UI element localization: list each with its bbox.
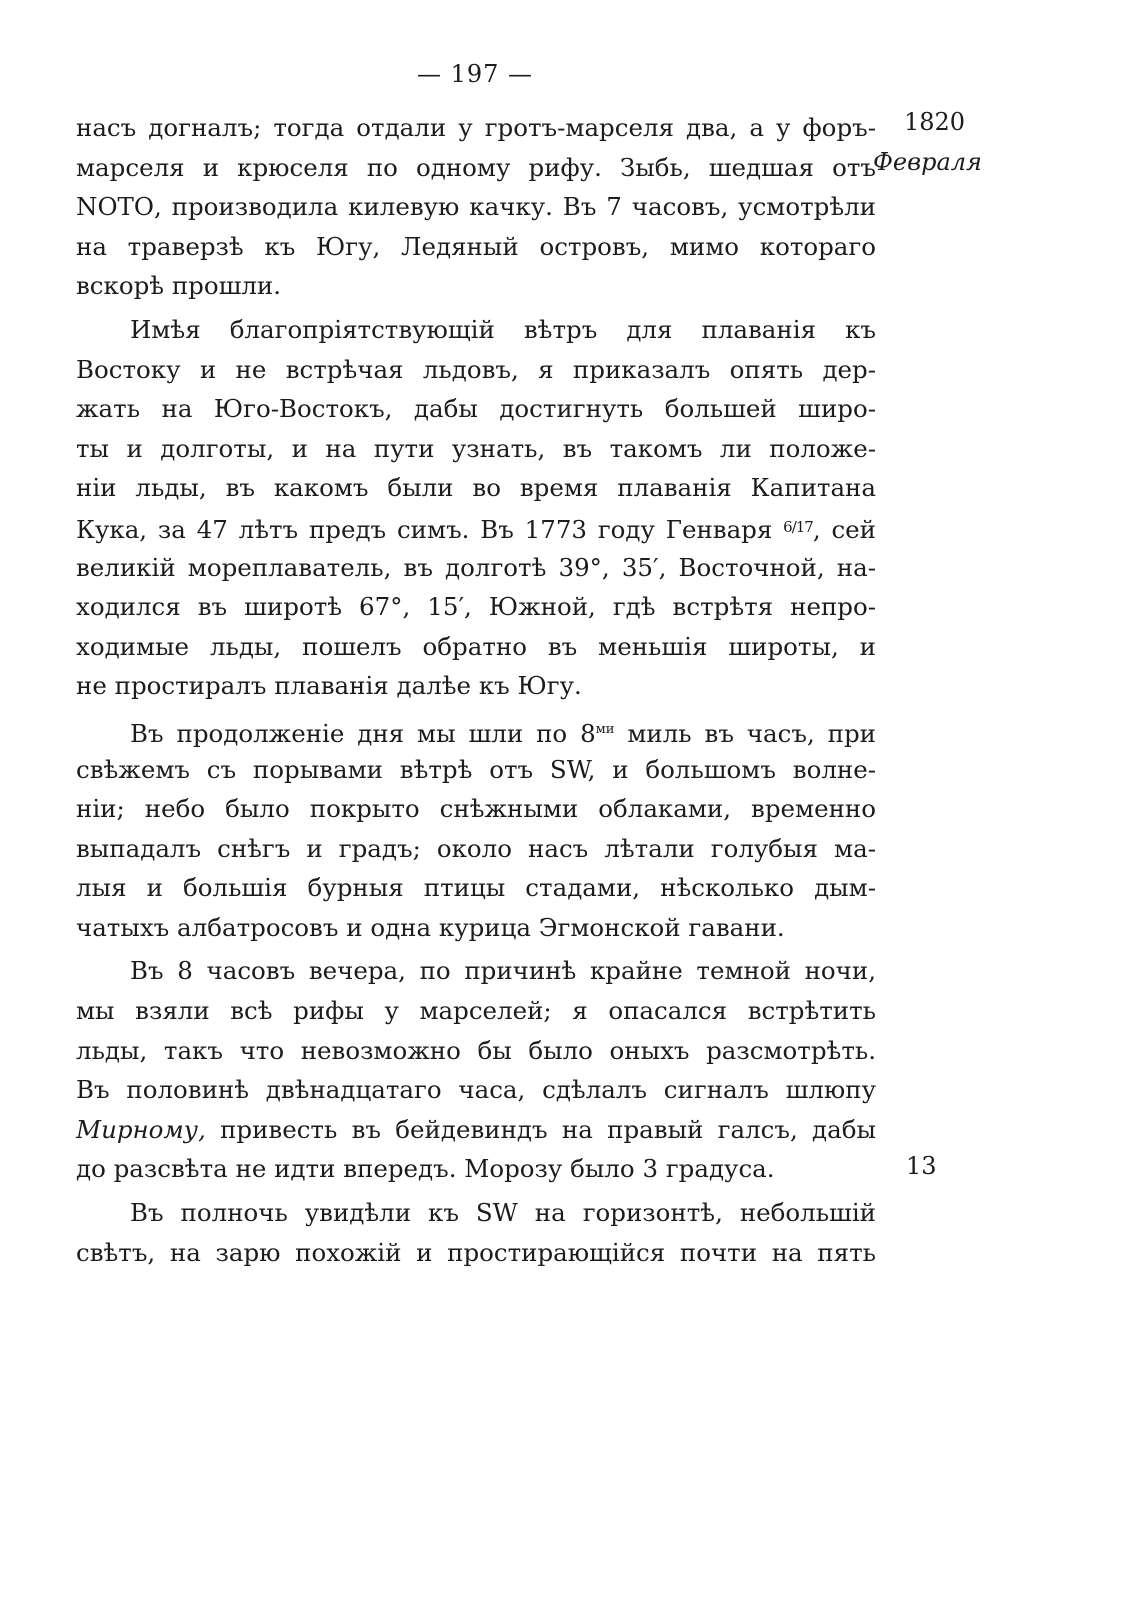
text-line: на траверзѣ къ Югу, Ледяный островъ, мимо котораго [76, 231, 876, 261]
text-line: великій мореплаватель, въ долготѣ 39°, 35′, Восточной, на- [76, 552, 876, 582]
text-line: ты и долготы, и на пути узнать, въ такомъ ли положе- [76, 433, 876, 463]
paragraph-4 [76, 951, 876, 1189]
text-line: ходимые льды, пошелъ обратно въ меньшія широты, и [76, 631, 876, 661]
text-line: вскорѣ прошли. [76, 271, 282, 301]
superscript: ми [595, 721, 615, 737]
text-line: Имѣя благопріятствующій вѣтръ для плаванія къ [130, 314, 876, 344]
text-line: насъ догналъ; тогда отдали у гротъ-марселя два, а у форъ- [76, 113, 876, 142]
paragraph-1 [76, 108, 876, 306]
text-line: Востоку и не встрѣчая льдовъ, я приказалъ опять дер- [76, 354, 876, 384]
text-fragment: Въ продолженіе дня мы шли по 8 [130, 718, 596, 748]
text-line-with-superscript [76, 710, 876, 750]
text-fragment: , сей [812, 514, 876, 544]
text-line: NОТО, производила килевую качку. Въ 7 часовъ, усмотрѣли [76, 192, 876, 222]
paragraph-3 [76, 710, 876, 948]
text-line: мы взяли всѣ рифы у марселей; я опасался встрѣтить [76, 996, 876, 1026]
text-fragment: привесть въ бейдевиндъ на правый галсъ, дабы [220, 1114, 876, 1144]
margin-day: 13 [906, 1152, 937, 1180]
text-line: марселя и крюселя по одному рифу. Зыбь, шедшая отъ [76, 152, 876, 182]
paragraph-2 [76, 310, 876, 706]
text-line-with-ship-name [76, 1110, 876, 1150]
page-number: — 197 — [416, 60, 534, 88]
text-line: ніи льды, въ какомъ были во время плаванія Капитана [76, 473, 876, 503]
text-line: до разсвѣта не идти впередъ. Морозу было 3 градуса. [76, 1154, 775, 1184]
text-line: ходился въ широтѣ 67°, 15′, Южной, гдѣ встрѣтя непро- [76, 592, 876, 622]
text-line: ніи; небо было покрыто снѣжными облаками, временно [76, 794, 876, 824]
ship-name: Мирному, [76, 1114, 206, 1144]
text-line: не простиралъ плаванія далѣе къ Югу. [76, 671, 582, 701]
text-fragment: миль въ часъ, при [614, 718, 876, 748]
margin-year: 1820 [904, 108, 966, 136]
text-line-with-date [76, 508, 876, 548]
text-line: выпадалъ снѣгъ и градъ; около насъ лѣтали голубыя ма- [76, 833, 876, 863]
text-line: Въ половинѣ двѣнадцатаго часа, сдѣлалъ сигналъ шлюпу [76, 1075, 876, 1105]
paragraph-5 [76, 1193, 876, 1272]
body-text [76, 108, 876, 1276]
text-line: чатыхъ албатросовъ и одна курица Эгмонской гавани. [76, 912, 785, 942]
text-line: лыя и большія бурныя птицы стадами, нѣсколько дым- [76, 873, 876, 903]
text-fragment: Кука, за 47 лѣтъ предъ симъ. Въ 1773 году Генваря [76, 514, 773, 544]
text-line: Въ 8 часовъ вечера, по причинѣ крайне темной ночи, [130, 956, 876, 986]
text-line: жать на Юго-Востокъ, дабы достигнуть большей широ- [76, 394, 876, 424]
margin-month: Февраля [873, 148, 982, 176]
date-fraction: 6/17 [783, 517, 813, 536]
text-line: свѣжемъ съ порывами вѣтрѣ отъ SW, и большомъ волне- [76, 754, 876, 784]
text-line: свѣтъ, на зарю похожій и простирающійся почти на пять [76, 1237, 876, 1267]
text-line: Въ полночь увидѣли къ SW на горизонтѣ, небольшій [130, 1198, 876, 1228]
text-line: льды, такъ что невозможно бы было оныхъ разсмотрѣть. [76, 1035, 876, 1065]
